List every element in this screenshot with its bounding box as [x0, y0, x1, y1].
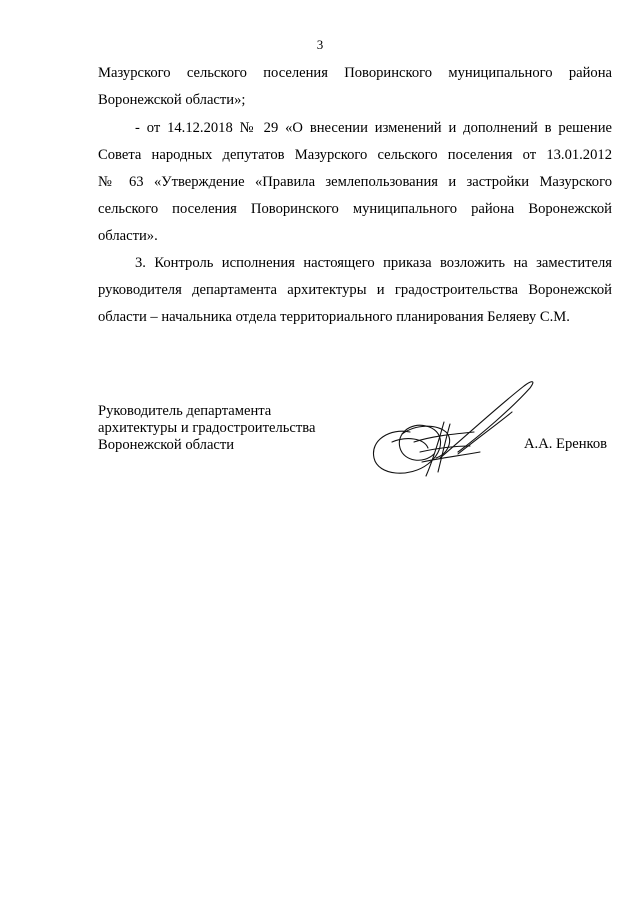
page-number: 3 [316, 37, 324, 52]
body-line: Совета народных депутатов Мазурского сельского поселения от 13.01.2012 [98, 147, 612, 163]
body-line: области – начальника отдела территориального планирования Беляеву С.М. [98, 309, 570, 325]
position-title-line: архитектуры и градостроительства [98, 420, 316, 436]
body-line: - от 14.12.2018 № 29 «О внесении изменений и дополнений в решение [135, 120, 612, 136]
body-line: № 63 «Утверждение «Правила землепользования и застройки Мазурского [98, 174, 612, 190]
body-line: Воронежской области»; [98, 92, 246, 108]
body-line: области». [98, 228, 158, 244]
body-line: руководителя департамента архитектуры и градостроительства Воронежской [98, 282, 612, 298]
body-line: сельского поселения Поворинского муниципального района Воронежской [98, 201, 612, 217]
body-line: Мазурского сельского поселения Поворинского муниципального района [98, 65, 612, 81]
position-title-line: Руководитель департамента [98, 403, 272, 419]
signer-name: А.А. Еренков [524, 436, 608, 452]
position-title-line: Воронежской области [98, 437, 235, 453]
body-line: 3. Контроль исполнения настоящего приказа возложить на заместителя [135, 255, 612, 271]
handwritten-signature [362, 372, 548, 482]
